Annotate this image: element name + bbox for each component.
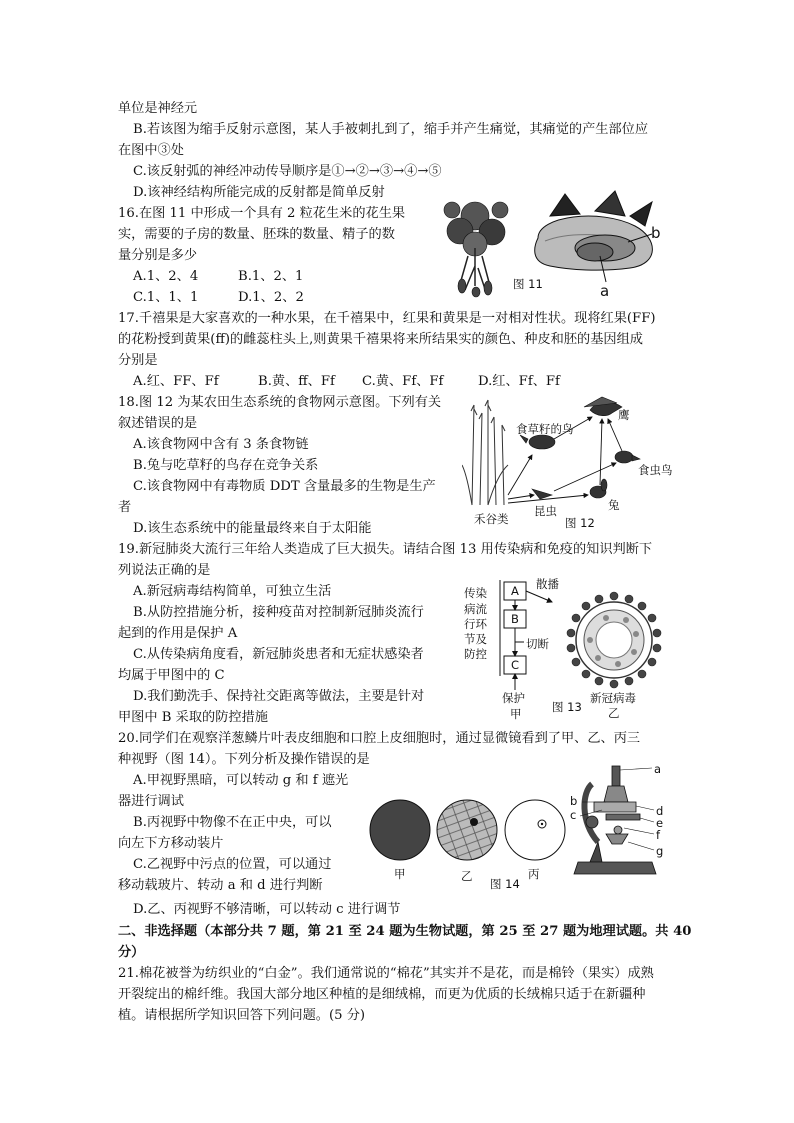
- q16-option-a: A.1、2、4: [133, 269, 199, 284]
- q20-option-c: C.乙视野中污点的位置，可以通过: [133, 857, 332, 872]
- figure-12-rabbit: 兔: [608, 498, 620, 512]
- q18-option-c-cont: 者: [118, 500, 132, 515]
- q15-option-b: B.若该图为缩手反射示意图，某人手被刺扎到了，缩手并产生痛觉，其痛觉的产生部位应: [133, 122, 649, 137]
- q19-option-c-cont: 均属于甲图中的 C: [118, 668, 225, 683]
- q20-option-d: D.乙、丙视野不够清晰，可以转动 c 进行调节: [133, 902, 401, 917]
- q21-stem-2: 开裂绽出的棉纤维。我国大部分地区种植的是细绒棉，而更为优质的长绒棉只适于在新疆种: [118, 987, 646, 1002]
- q19-option-a: A.新冠病毒结构简单，可独立生活: [133, 584, 332, 599]
- field-bing: [505, 800, 565, 860]
- figure-11-label-a: a: [600, 282, 610, 300]
- q18-option-a: A.该食物网中含有 3 条食物链: [133, 437, 309, 452]
- q17-option-a: A.红、FF、Ff: [133, 374, 219, 389]
- field-yi: [437, 800, 497, 860]
- microscope-part-f: f: [656, 828, 661, 842]
- section-2-heading: 二、非选择题（本部分共 7 题，第 21 至 24 题为生物试题，第 25 至 27 题为地理试题。共 40: [118, 924, 692, 939]
- q19-option-b-cont: 起到的作用是保护 A: [118, 626, 238, 641]
- q18-option-b: B.兔与吃草籽的鸟存在竞争关系: [133, 458, 319, 473]
- figure-13-caption: 图 13: [552, 700, 582, 714]
- q21-stem-1: 21.棉花被誉为纺织业的“白金”。我们通常说的“棉花”其实并不是花，而是棉铃（果实）成熟: [118, 966, 654, 981]
- q15-option-b-cont: 在图中③处: [118, 143, 184, 158]
- figure-13-yi: 乙: [608, 706, 620, 720]
- q20-stem-1: 20.同学们在观察洋葱鳞片叶表皮细胞和口腔上皮细胞时，通过显微镜看到了甲、乙、丙三: [118, 731, 641, 746]
- microscope: [574, 766, 656, 874]
- figure-14-drawing: [366, 762, 678, 894]
- figure-13-box-b: B: [511, 612, 519, 626]
- figure-11-drawing: [430, 186, 680, 298]
- figure-12-insect-bird: 食虫鸟: [638, 463, 673, 477]
- figure-12: [462, 395, 677, 530]
- q17-stem-2: 的花粉授到黄果(ff)的雌蕊柱头上,则黄果千禧果将来所结果实的颜色、种皮和胚的基因组成: [118, 332, 643, 347]
- q17-option-b: B.黄、ff、Ff: [258, 374, 335, 389]
- q15-option-c: C.该反射弧的神经冲动传导顺序是①→②→③→④→⑤: [133, 164, 442, 179]
- q15-line-1: 单位是神经元: [118, 101, 198, 116]
- q16-option-c: C.1、1、1: [133, 290, 199, 305]
- figure-14-caption: 图 14: [490, 877, 520, 891]
- figure-14-bing: 丙: [528, 867, 540, 881]
- figure-11: [430, 186, 680, 298]
- q20-option-b: B.丙视野中物像不在正中央，可以: [133, 815, 332, 830]
- q15-option-d: D.该神经结构所能完成的反射都是简单反射: [133, 185, 385, 200]
- figure-13-virus-name: 新冠病毒: [590, 691, 636, 705]
- figure-13-cut: 切断: [526, 637, 549, 651]
- microscope-part-b: b: [570, 794, 578, 808]
- q16-stem-3: 量分别是多少: [118, 248, 198, 263]
- microscope-part-g: g: [656, 844, 664, 858]
- q16-option-b: B.1、2、1: [238, 269, 304, 284]
- figure-12-seed-bird: 食草籽的鸟: [516, 422, 574, 436]
- figure-11-label-b: b: [651, 224, 661, 242]
- figure-13-box-a: A: [511, 584, 519, 598]
- q20-option-a: A.甲视野黑暗，可以转动 g 和 f 遮光: [133, 773, 349, 788]
- figure-14-jia: 甲: [394, 867, 406, 881]
- q19-option-c: C.从传染病角度看，新冠肺炎患者和无症状感染者: [133, 647, 424, 662]
- q16-stem-1: 16.在图 11 中形成一个具有 2 粒花生米的花生果: [118, 206, 406, 221]
- q20-option-b-cont: 向左下方移动装片: [118, 836, 224, 851]
- q19-stem-2: 列说法正确的是: [118, 563, 211, 578]
- q18-stem-2: 叙述错误的是: [118, 416, 198, 431]
- microscope-part-a: a: [654, 762, 662, 776]
- section-2-heading-cont: 分）: [118, 945, 145, 960]
- figure-14-yi: 乙: [461, 869, 473, 883]
- q17-option-d: D.红、Ff、Ff: [478, 374, 560, 389]
- q17-stem-1: 17.千禧果是大家喜欢的一种水果，在千禧果中，红果和黄果是一对相对性状。现将红果(FF): [118, 311, 656, 326]
- figure-13-protect: 保护: [502, 691, 525, 705]
- figure-13-side-label-3: 行环: [464, 617, 487, 631]
- q17-stem-3: 分别是: [118, 353, 158, 368]
- q19-option-d-cont: 甲图中 B 采取的防控措施: [118, 710, 268, 725]
- figure-12-grain: 禾谷类: [474, 512, 509, 526]
- microscope-part-e: e: [656, 816, 664, 830]
- figure-12-insect: 昆虫: [534, 504, 557, 518]
- figure-13-side-label-1: 传染: [464, 586, 487, 600]
- microscope-part-d: d: [656, 804, 664, 818]
- q17-option-c: C.黄、Ff、Ff: [362, 374, 444, 389]
- q16-stem-2: 实，需要的子房的数量、胚珠的数量、精子的数: [118, 227, 395, 242]
- q21-stem-3: 植。请根据所学知识回答下列问题。(5 分): [118, 1008, 366, 1023]
- q19-stem-1: 19.新冠肺炎大流行三年给人类造成了巨大损失。请结合图 13 用传染病和免疫的知识判断下: [118, 542, 653, 557]
- figure-11-caption: 图 11: [513, 277, 543, 291]
- field-jia: [370, 800, 430, 860]
- figure-13: [462, 572, 682, 722]
- q16-option-d: D.1、2、2: [238, 290, 304, 305]
- q19-option-d: D.我们勤洗手、保持社交距离等做法，主要是针对: [133, 689, 425, 704]
- figure-13-side-label-2: 病流: [464, 602, 487, 616]
- figure-12-eagle: 鹰: [618, 408, 630, 422]
- figure-14: [366, 762, 678, 894]
- q20-stem-2: 种视野（图 14）。下列分析及操作错误的是: [118, 752, 370, 767]
- microscope-part-c: c: [570, 808, 577, 822]
- q20-option-a-cont: 器进行调试: [118, 794, 184, 809]
- figure-13-side-label-4: 节及: [464, 632, 487, 646]
- q20-option-c-cont: 移动载玻片、转动 a 和 d 进行判断: [118, 878, 323, 893]
- q19-option-b: B.从防控措施分析，接种疫苗对控制新冠肺炎流行: [133, 605, 424, 620]
- q18-stem-1: 18.图 12 为某农田生态系统的食物网示意图。下列有关: [118, 395, 442, 410]
- q18-option-d: D.该生态系统中的能量最终来自于太阳能: [133, 521, 372, 536]
- figure-13-box-c: C: [511, 658, 520, 672]
- figure-13-jia: 甲: [510, 707, 522, 721]
- figure-12-caption: 图 12: [565, 516, 595, 530]
- q18-option-c: C.该食物网中有毒物质 DDT 含量最多的生物是生产: [133, 479, 436, 494]
- figure-13-spread: 散播: [536, 577, 559, 591]
- figure-13-side-label-5: 防控: [464, 647, 487, 661]
